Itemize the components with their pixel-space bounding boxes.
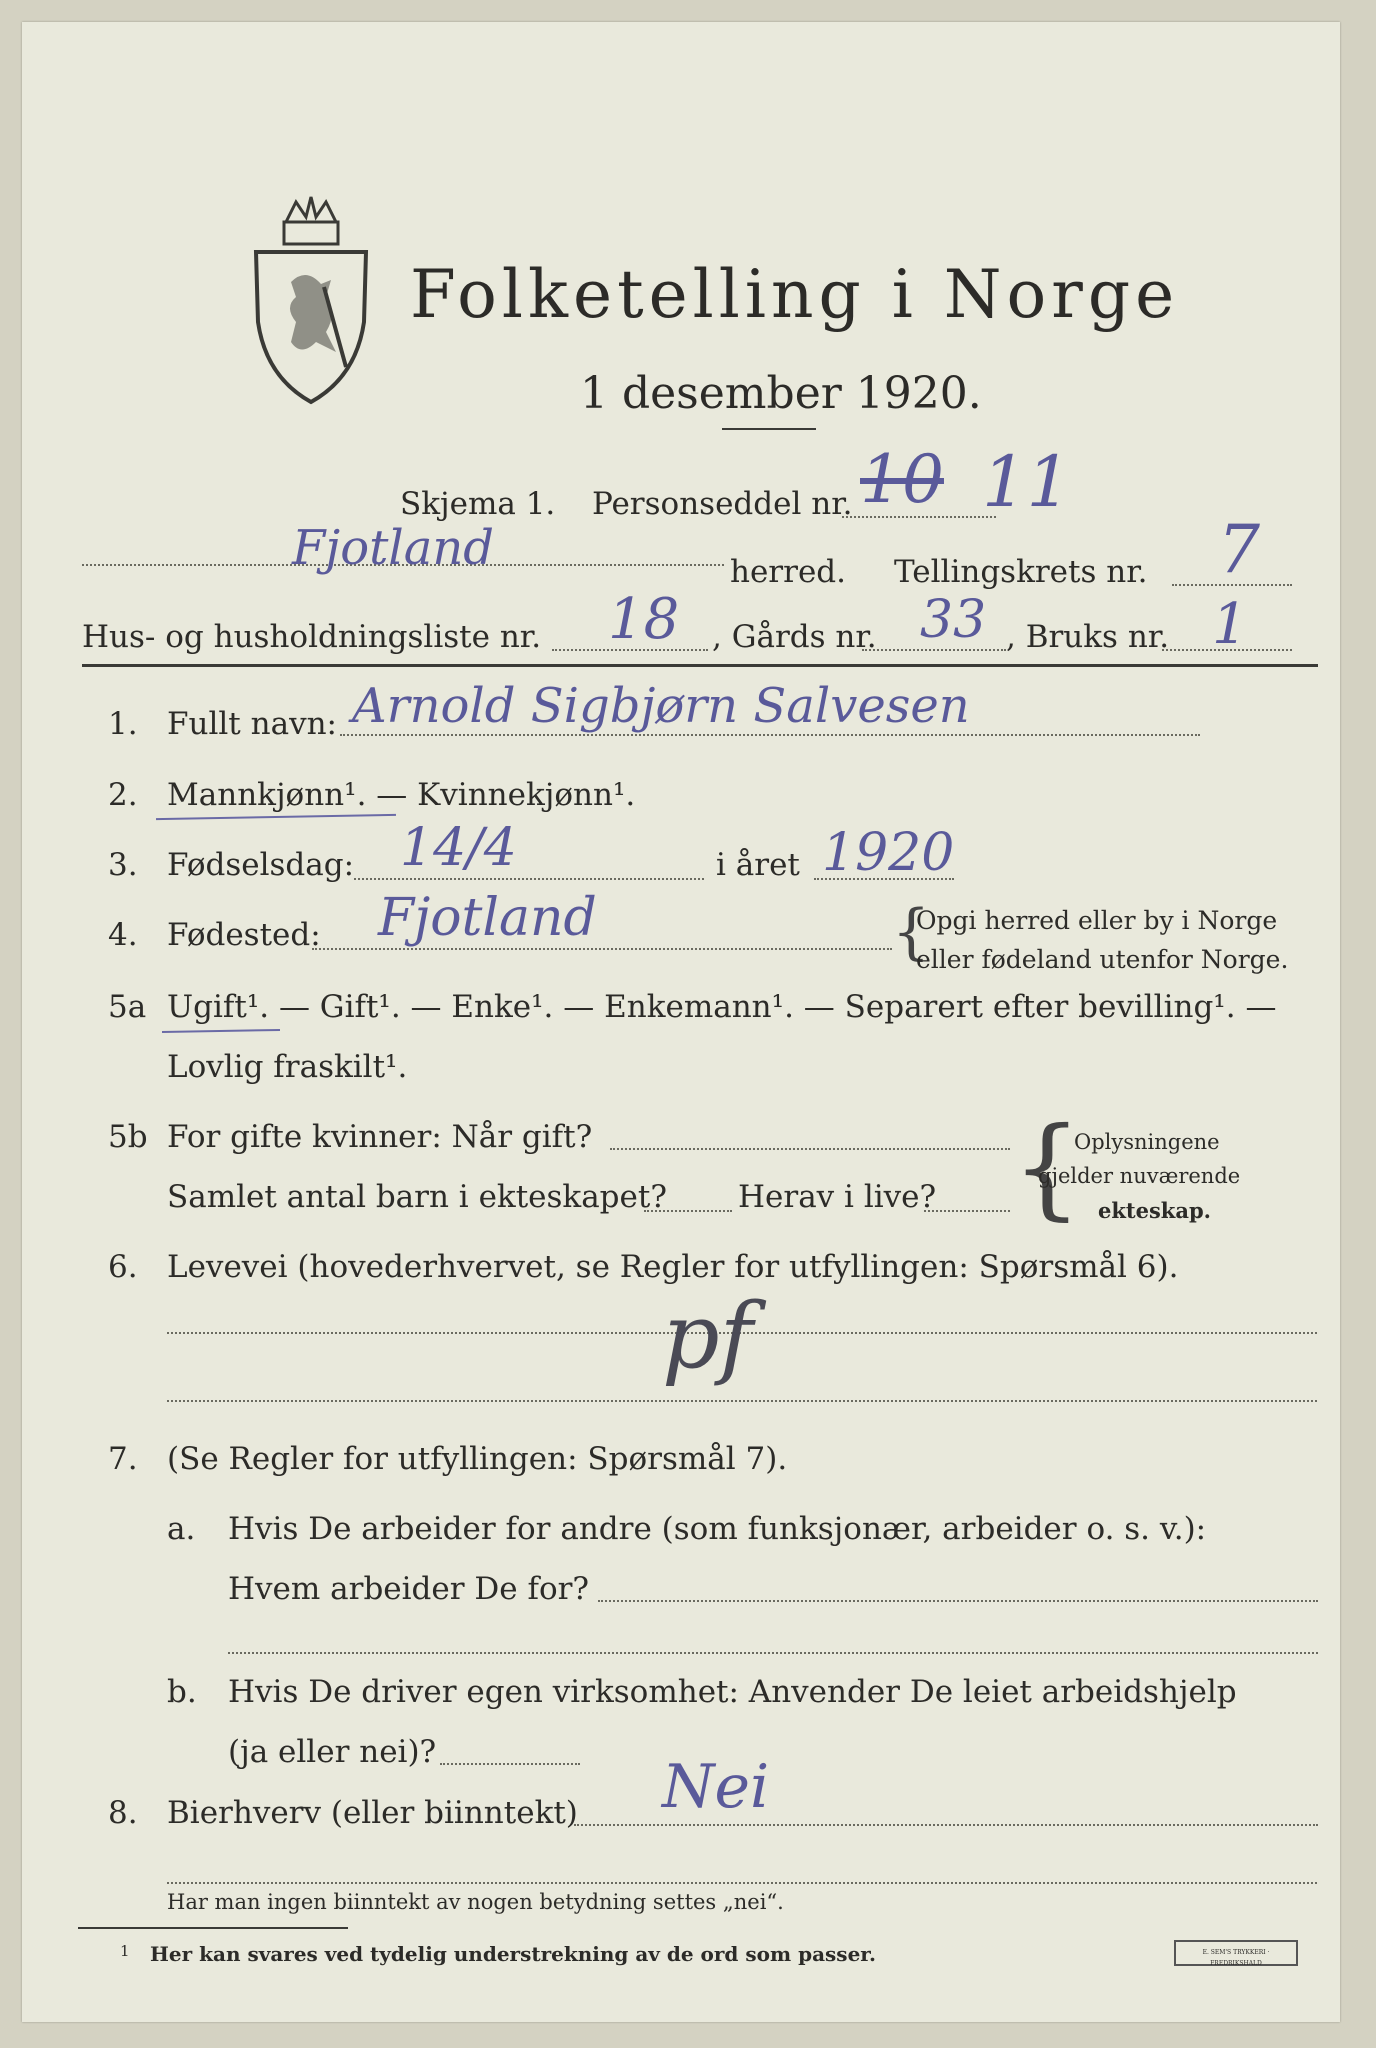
title-divider [722,428,816,430]
q8-field-line [574,1824,1318,1826]
q7-number: 7. [108,1441,138,1477]
q4-label: Fødested: [167,917,321,953]
q7b-letter: b. [167,1674,197,1710]
q7-label: (Se Regler for utfyllingen: Spørsmål 7). [167,1441,788,1477]
q5b-alive-field-line [924,1210,1010,1212]
q8-number: 8. [108,1795,138,1831]
q1-fullname-value: Arnold Sigbjørn Salvesen [352,678,970,734]
personseddel-value: 11 [982,441,1072,523]
q7b-line1: Hvis De driver egen virksomhet: Anvender De leiet arbeidshjelp [228,1674,1237,1710]
q3-birthday-value: 14/4 [400,818,517,878]
q7b-line2: (ja eller nei)? [228,1734,437,1770]
q5b-note-line2: gjelder nuværende [1038,1164,1241,1188]
skjema-label: Skjema 1. [400,486,556,522]
footnote-marker: 1 [120,1942,130,1960]
q5a-marital-options: Ugift¹. — Gift¹. — Enke¹. — Enkemann¹. — Separert efter bevilling¹. — [167,989,1277,1025]
q2-sex-options: Mannkjønn¹. — Kvinnekjønn¹. [167,777,636,813]
header-divider [82,664,1318,667]
q4-note-line2: eller fødeland utenfor Norge. [916,945,1289,974]
footnote-divider [78,1927,348,1929]
q3-year-value: 1920 [822,823,955,883]
q7a-employer-field-line-2 [228,1652,1318,1654]
q5b-married-field-line [610,1148,1010,1150]
q4-note-brace: { [892,897,931,967]
q5b-children-field-line [644,1210,732,1212]
herred-value: Fjotland [292,520,494,576]
census-date: 1 desember 1920. [580,368,982,419]
q6-occupation-value: pf [662,1284,753,1389]
q5b-children-label: Samlet antal barn i ekteskapet? [167,1179,667,1215]
q8-side-income-value: Nei [662,1752,770,1822]
biinntekt-note: Har man ingen biinntekt av nogen betydning settes „nei“. [167,1890,784,1914]
bruks-label: , Bruks nr. [1006,619,1170,655]
q7a-line1: Hvis De arbeider for andre (som funksjonær, arbeider o. s. v.): [228,1511,1207,1547]
herred-label: herred. [730,554,846,590]
q7a-employer-field-line [598,1600,1318,1602]
personseddel-label: Personseddel nr. [592,486,853,522]
q3-number: 3. [108,847,138,883]
gards-value: 33 [920,590,987,650]
bruks-value: 1 [1212,592,1248,657]
q2-number: 2. [108,777,138,813]
census-form-sheet [22,22,1340,2022]
q4-note-line1: Opgi herred eller by i Norge [916,906,1278,935]
norwegian-coat-of-arms-icon [246,192,376,412]
q6-label: Levevei (hovederhvervet, se Regler for utfyllingen: Spørsmål 6). [167,1249,1179,1285]
q8-field-line-2 [167,1882,1317,1884]
q5a-number: 5a [108,989,147,1025]
q1-number: 1. [108,706,138,742]
q5b-number: 5b [108,1119,148,1155]
q1-field-line [340,734,1200,736]
footnote-text: Her kan svares ved tydelig understrekning av de ord som passer. [150,1942,876,1966]
q2-mannkjonn-underline [156,814,396,820]
q7b-field-line [440,1763,580,1765]
husliste-label: Hus- og husholdningsliste nr. [82,619,542,655]
q5b-note-line1: Oplysningene [1074,1130,1220,1154]
q7a-letter: a. [167,1511,196,1547]
q5a-marital-options-cont: Lovlig fraskilt¹. [167,1049,408,1085]
q6-number: 6. [108,1249,138,1285]
q1-label: Fullt navn: [167,706,337,742]
q5b-note-brace: { [1012,1103,1082,1231]
q4-number: 4. [108,917,138,953]
husliste-value: 18 [608,587,680,652]
q3-field-line [354,878,704,880]
form-title: Folketelling i Norge [410,256,1180,333]
q5b-line1: For gifte kvinner: Når gift? [167,1119,593,1155]
printer-stamp: E. SEM'S TRYKKERI · FREDRIKSHALD [1174,1940,1298,1966]
tellingskrets-label: Tellingskrets nr. [894,554,1148,590]
q5a-ugift-underline [162,1029,280,1033]
q5b-note-line3: ekteskap. [1098,1198,1211,1223]
q4-field-line [312,948,892,950]
q7a-employer-label: Hvem arbeider De for? [228,1571,590,1607]
q6-field-line-2 [167,1400,1317,1402]
personseddel-crossed-value: 10 [860,441,944,518]
q8-label: Bierhverv (eller biinntekt) [167,1795,578,1831]
tellingskrets-value: 7 [1218,511,1260,588]
gards-label: , Gårds nr. [712,619,877,655]
q3-year-label: i året [716,847,800,883]
q3-label: Fødselsdag: [167,847,355,883]
q4-birthplace-value: Fjotland [378,888,597,948]
q5b-alive-label: Herav i live? [738,1179,937,1215]
